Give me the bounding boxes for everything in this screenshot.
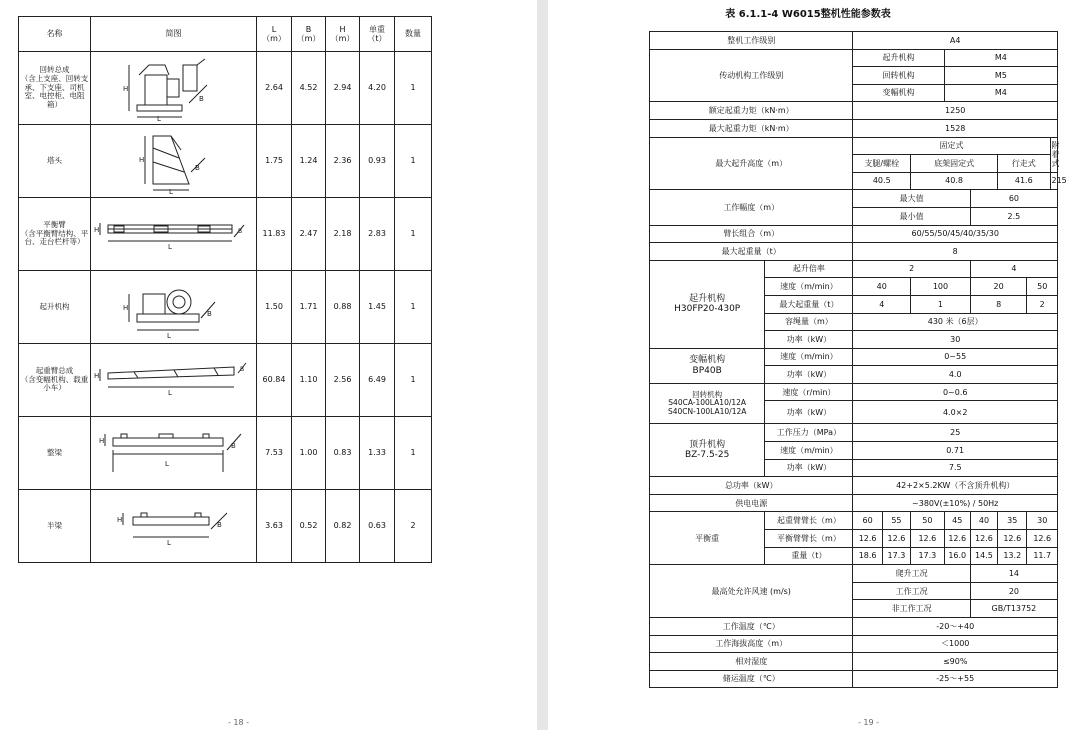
svg-text:L: L — [166, 539, 171, 547]
sub-label: 平衡臂臂长（m） — [765, 530, 853, 548]
width-value: 2.47 — [292, 198, 326, 271]
sub-label: 变幅机构 — [853, 84, 944, 102]
group-label — [650, 348, 765, 383]
weight-value: 0.63 — [360, 490, 395, 563]
row-value: 12.6 — [911, 530, 945, 548]
quantity-value: 1 — [395, 198, 432, 271]
row-value: 41.6 — [998, 172, 1050, 190]
width-value: 1.24 — [292, 125, 326, 198]
row-label: 额定起重力矩（kN·m） — [650, 102, 853, 120]
sub-label: 功率（kW） — [765, 331, 853, 349]
row-label: 相对湿度 — [650, 653, 853, 671]
row-value: 0.71 — [853, 442, 1058, 460]
row-value: 4 — [970, 260, 1057, 278]
quantity-value: 1 — [395, 271, 432, 344]
component-name: 整梁 — [19, 417, 91, 490]
row-value: -20～+40 — [853, 618, 1058, 636]
quantity-value: 1 — [395, 52, 432, 125]
svg-text:B: B — [230, 442, 236, 450]
table-row — [650, 424, 1058, 442]
row-value: 13.2 — [998, 547, 1027, 565]
table-row — [650, 225, 1058, 243]
row-value: 42+2×5.2KW（不含顶升机构） — [853, 477, 1058, 495]
sub-label: 功率（kW） — [765, 366, 853, 384]
slewing-label: 回转机构 — [692, 389, 723, 399]
table-row — [650, 618, 1058, 636]
sub-label: 速度（m/min） — [765, 278, 853, 296]
table-row — [650, 383, 1058, 401]
sub-label: 速度（r/min） — [765, 383, 853, 401]
table-row — [650, 477, 1058, 495]
width-value: 4.52 — [292, 52, 326, 125]
length-value: 7.53 — [257, 417, 292, 490]
row-value: M5 — [944, 67, 1057, 85]
row-label: 供电电源 — [650, 494, 853, 512]
length-value: 1.75 — [257, 125, 292, 198]
component-name: 起重臂总成 （含变幅机构、载重小车） — [19, 344, 91, 417]
table-row — [650, 565, 1058, 583]
svg-text:B: B — [206, 310, 212, 318]
row-value: 2.5 — [970, 207, 1057, 225]
sub-label: 爬升工况 — [853, 565, 970, 583]
weight-value: 0.93 — [360, 125, 395, 198]
width-value: 1.71 — [292, 271, 326, 344]
row-value: 60 — [853, 512, 882, 530]
quantity-value: 2 — [395, 490, 432, 563]
jib-assembly-icon — [91, 344, 257, 417]
width-value: 1.10 — [292, 344, 326, 417]
svg-text:B: B — [216, 521, 222, 529]
weight-value: 6.49 — [360, 344, 395, 417]
sub-label: 起升机构 — [853, 49, 944, 67]
slewing-assembly-icon — [91, 52, 257, 125]
row-label: 最大起重力矩（kN·m） — [650, 119, 853, 137]
table-row — [650, 119, 1058, 137]
sub-label: 行走式 — [998, 155, 1050, 173]
sub-label: 最大起重量（t） — [765, 295, 853, 313]
row-value: 4.0×2 — [853, 401, 1058, 424]
row-value: ＜1000 — [853, 635, 1058, 653]
svg-text:H: H — [122, 304, 128, 312]
sub-label: 速度（m/min） — [765, 442, 853, 460]
table-row — [650, 32, 1058, 50]
sub-label: 底架固定式 — [911, 155, 998, 173]
height-value: 2.56 — [326, 344, 360, 417]
row-value: 30 — [1027, 512, 1058, 530]
row-value: 430 米（6层） — [853, 313, 1058, 331]
row-value: 14 — [970, 565, 1057, 583]
row-label: 工作幅度（m） — [650, 190, 853, 225]
table-row — [650, 512, 1058, 530]
table-row — [19, 490, 432, 563]
page-number: - 18 - — [228, 718, 250, 727]
row-label: 整机工作级别 — [650, 32, 853, 50]
table-row — [650, 635, 1058, 653]
row-value: 35 — [998, 512, 1027, 530]
row-value: 11.7 — [1027, 547, 1058, 565]
header-name: 名称 — [19, 17, 91, 52]
row-value: 1528 — [853, 119, 1058, 137]
row-value: M4 — [944, 84, 1057, 102]
row-value: 12.6 — [1027, 530, 1058, 548]
row-label: 工作海拔高度（m） — [650, 635, 853, 653]
height-value: 0.82 — [326, 490, 360, 563]
table-row — [650, 102, 1058, 120]
table-row — [650, 653, 1058, 671]
table-title: 表 6.1.1-4 W6015整机性能参数表 — [725, 9, 891, 20]
weight-value: 1.45 — [360, 271, 395, 344]
length-value: 2.64 — [257, 52, 292, 125]
length-value: 11.83 — [257, 198, 292, 271]
row-value: 8 — [853, 243, 1058, 261]
height-value: 0.83 — [326, 417, 360, 490]
length-value: 1.50 — [257, 271, 292, 344]
row-value: 17.3 — [911, 547, 945, 565]
svg-text:B: B — [239, 366, 244, 373]
svg-text:L: L — [167, 389, 172, 397]
row-label: 传动机构工作级别 — [650, 49, 853, 102]
component-name: 回转总成 （含上支座、回转支承、下支座、司机室、电控柜、电阻箱） — [19, 52, 91, 125]
row-value: 20 — [970, 582, 1057, 600]
table-row — [650, 494, 1058, 512]
row-value: 215 — [1050, 172, 1058, 190]
component-name: 平衡臂 （含平衡臂结构、平台、走台栏杆等） — [19, 198, 91, 271]
sub-label: 非工作工况 — [853, 600, 970, 618]
row-value: 0~55 — [853, 348, 1058, 366]
table-row — [19, 344, 432, 417]
luffing-model: BP40B — [692, 365, 722, 376]
row-value: ~380V(±10%) / 50Hz — [853, 494, 1058, 512]
slewing-model: S40CN-100LA10/12A — [667, 406, 747, 416]
table-row — [650, 137, 1058, 155]
hoist-label: 起升机构 — [689, 293, 726, 304]
table-row — [19, 198, 432, 271]
row-label: 储运温度（℃） — [650, 670, 853, 688]
quantity-value: 1 — [395, 344, 432, 417]
width-value: 1.00 — [292, 417, 326, 490]
luffing-label: 变幅机构 — [689, 355, 726, 366]
sub-label: 起升倍率 — [765, 260, 853, 278]
whole-beam-icon — [91, 417, 257, 490]
row-value: 60 — [970, 190, 1057, 208]
row-label: 工作温度（℃） — [650, 618, 853, 636]
row-value: A4 — [853, 32, 1058, 50]
row-value: 25 — [853, 424, 1058, 442]
hoisting-mechanism-icon — [91, 271, 257, 344]
group-label — [650, 424, 765, 477]
table-row — [19, 52, 432, 125]
row-value: 20 — [970, 278, 1027, 296]
row-value: 40 — [853, 278, 911, 296]
quantity-value: 1 — [395, 417, 432, 490]
table-row — [650, 670, 1058, 688]
row-value: 12.6 — [853, 530, 882, 548]
row-value: 60/55/50/45/40/35/30 — [853, 225, 1058, 243]
svg-text:L: L — [168, 188, 173, 196]
sub-label: 功率（kW） — [765, 459, 853, 477]
sub-label: 功率（kW） — [765, 401, 853, 424]
row-value: 18.6 — [853, 547, 882, 565]
svg-text:L: L — [166, 332, 171, 340]
row-value: 50 — [1027, 278, 1058, 296]
hoist-model: H30FP20-430P — [674, 304, 741, 315]
spec-table — [649, 31, 1067, 688]
sub-label: 起重臂臂长（m） — [765, 512, 853, 530]
row-label: 最高处允许风速 (m/s) — [650, 565, 853, 618]
svg-text:H: H — [122, 85, 128, 93]
weight-value: 1.33 — [360, 417, 395, 490]
sub-label: 最大值 — [853, 190, 970, 208]
row-value: 17.3 — [882, 547, 910, 565]
sub-label: 支腿/螺栓 — [853, 155, 911, 173]
table-row — [650, 243, 1058, 261]
right-page — [548, 0, 1080, 730]
row-value: M4 — [944, 49, 1057, 67]
header-height: H （m） — [326, 17, 360, 52]
sub-label: 固定式 — [853, 137, 1050, 155]
header-diagram: 简图 — [91, 17, 257, 52]
row-value: 40.5 — [853, 172, 911, 190]
table-row — [650, 49, 1058, 67]
row-label: 最大起升高度（m） — [650, 137, 853, 190]
row-value: 12.6 — [970, 530, 997, 548]
row-value: 12.6 — [944, 530, 970, 548]
row-value: 55 — [882, 512, 910, 530]
component-name: 塔头 — [19, 125, 91, 198]
row-value: 7.5 — [853, 459, 1058, 477]
sub-label: 回转机构 — [853, 67, 944, 85]
sub-label: 工作工况 — [853, 582, 970, 600]
svg-text:L: L — [164, 460, 169, 468]
svg-text:L: L — [156, 115, 161, 123]
weight-value: 4.20 — [360, 52, 395, 125]
height-value: 2.18 — [326, 198, 360, 271]
svg-text:H: H — [116, 516, 122, 524]
counter-jib-icon — [91, 198, 257, 271]
group-label — [650, 383, 765, 424]
height-value: 2.36 — [326, 125, 360, 198]
row-value: 2 — [1027, 295, 1058, 313]
table-header-row — [19, 17, 432, 52]
climbing-model: BZ-7.5-25 — [684, 450, 730, 461]
left-page — [0, 0, 537, 730]
row-value: ≤90% — [853, 653, 1058, 671]
row-value: 12.6 — [998, 530, 1027, 548]
row-value: -25～+55 — [853, 670, 1058, 688]
half-beam-icon — [91, 490, 257, 563]
table-row — [19, 125, 432, 198]
row-label: 臂长组合（m） — [650, 225, 853, 243]
row-value: 12.6 — [882, 530, 910, 548]
header-width: B （m） — [292, 17, 326, 52]
row-value: 0~0.6 — [853, 383, 1058, 401]
header-weight: 单重 （t） — [360, 17, 395, 52]
group-label: 平衡重 — [650, 512, 765, 565]
length-value: 60.84 — [257, 344, 292, 417]
weight-value: 2.83 — [360, 198, 395, 271]
row-value: 2 — [853, 260, 970, 278]
row-value: 14.5 — [970, 547, 997, 565]
svg-text:H: H — [138, 156, 144, 164]
row-value: 16.0 — [944, 547, 970, 565]
tower-head-icon — [91, 125, 257, 198]
header-length: L （m） — [257, 17, 292, 52]
row-label: 总功率（kW） — [650, 477, 853, 495]
table-row — [650, 260, 1058, 278]
row-value: 8 — [970, 295, 1027, 313]
row-value: 40 — [970, 512, 997, 530]
component-name: 半梁 — [19, 490, 91, 563]
sub-label: 容绳量（m） — [765, 313, 853, 331]
row-value: 45 — [944, 512, 970, 530]
component-table — [18, 16, 432, 563]
svg-text:B: B — [194, 164, 200, 172]
height-value: 0.88 — [326, 271, 360, 344]
page-number: - 19 - — [858, 718, 880, 727]
sub-label: 工作压力（MPa） — [765, 424, 853, 442]
row-value: GB/T13752 — [970, 600, 1057, 618]
row-label: 最大起重量（t） — [650, 243, 853, 261]
row-value: 40.8 — [911, 172, 998, 190]
header-quantity: 数量 — [395, 17, 432, 52]
sub-label: 重量（t） — [765, 547, 853, 565]
row-value: 100 — [911, 278, 971, 296]
row-value: 1 — [911, 295, 971, 313]
svg-text:B: B — [237, 228, 242, 235]
svg-text:L: L — [167, 243, 172, 251]
height-value: 2.94 — [326, 52, 360, 125]
group-label — [650, 260, 765, 348]
sub-label: 最小值 — [853, 207, 970, 225]
row-value: 4 — [853, 295, 911, 313]
row-value: 30 — [853, 331, 1058, 349]
length-value: 3.63 — [257, 490, 292, 563]
table-row — [650, 190, 1058, 208]
row-value: 4.0 — [853, 366, 1058, 384]
sub-label: 速度（m/min） — [765, 348, 853, 366]
svg-text:H: H — [93, 226, 99, 234]
table-row — [19, 271, 432, 344]
component-name: 起升机构 — [19, 271, 91, 344]
sub-label: 附着式 — [1050, 137, 1058, 172]
width-value: 0.52 — [292, 490, 326, 563]
quantity-value: 1 — [395, 125, 432, 198]
svg-text:B: B — [198, 95, 204, 103]
slewing-model: S40CA-100LA10/12A — [668, 398, 747, 408]
table-row — [19, 417, 432, 490]
svg-text:H: H — [93, 372, 99, 380]
row-value: 1250 — [853, 102, 1058, 120]
row-value: 50 — [911, 512, 945, 530]
climbing-label: 顶升机构 — [689, 440, 726, 451]
svg-text:H: H — [98, 437, 104, 445]
table-row — [650, 348, 1058, 366]
